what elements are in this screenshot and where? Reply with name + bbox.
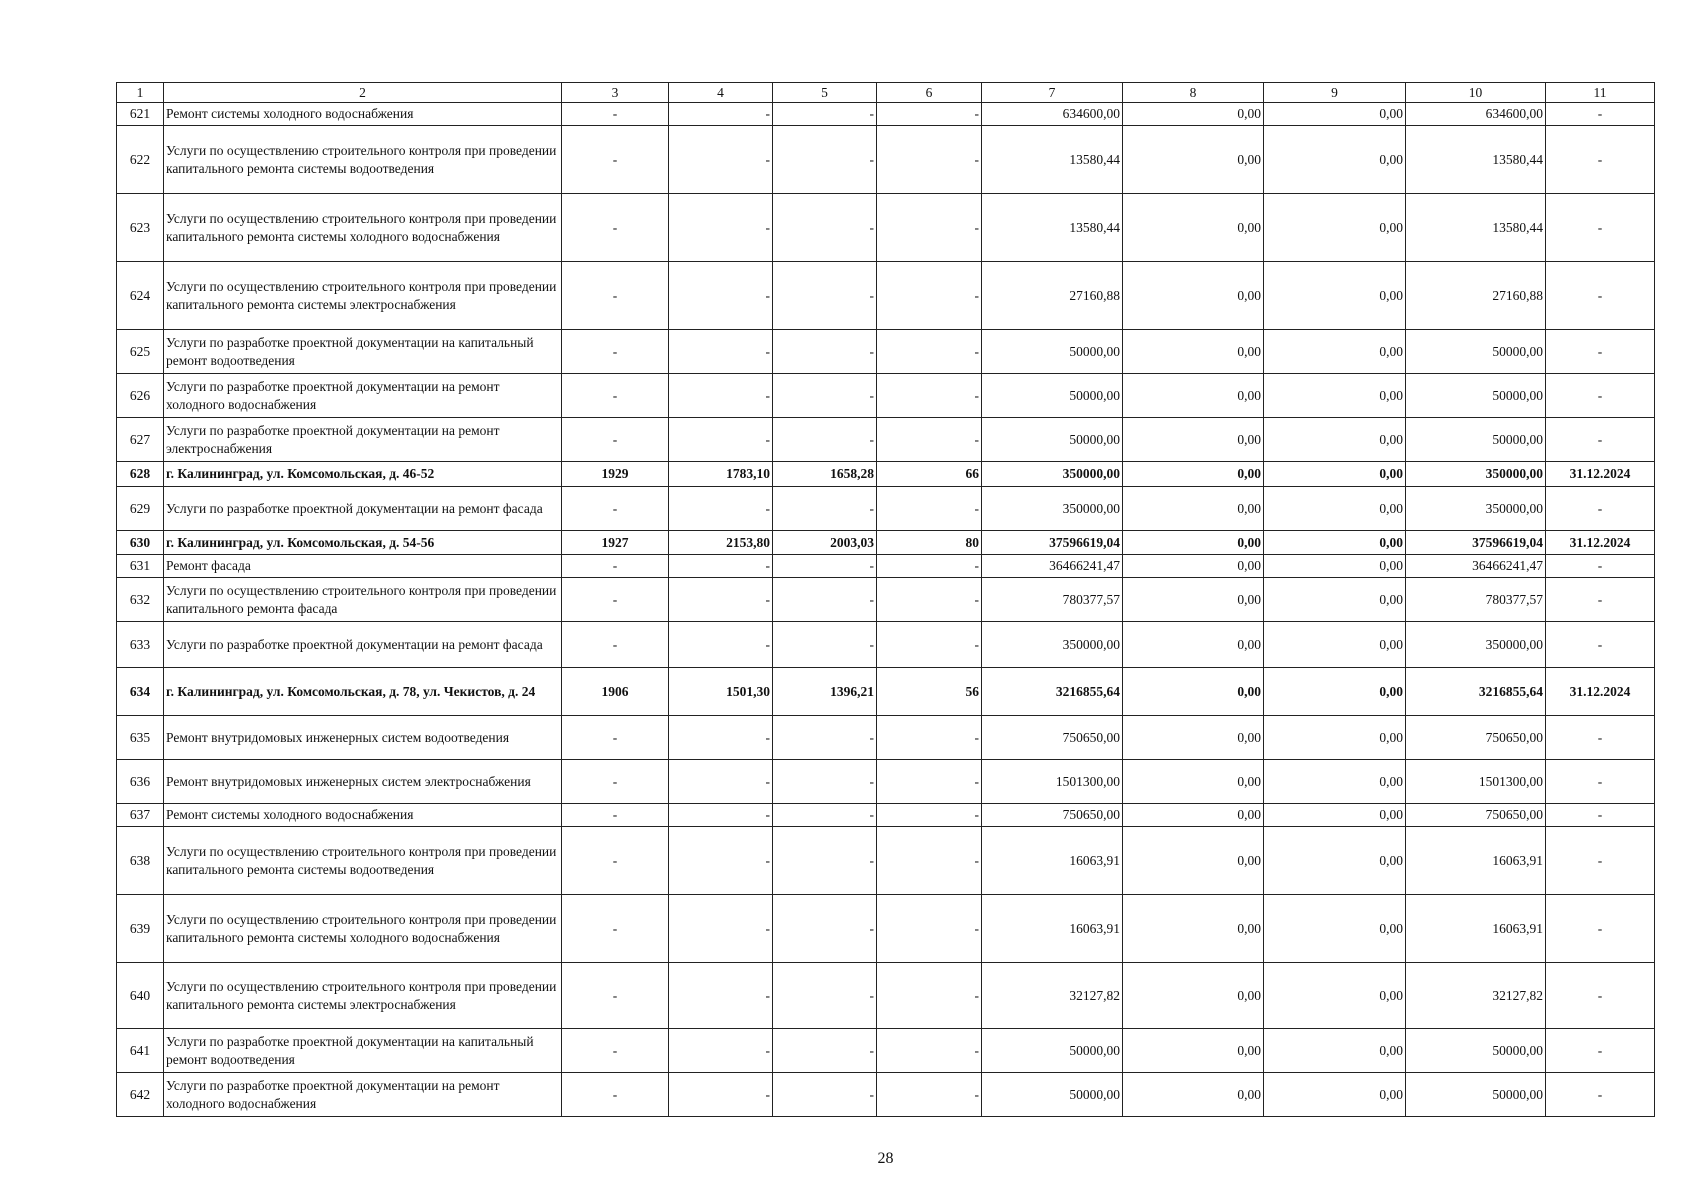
col10-cell: 750650,00: [1406, 716, 1546, 760]
col4-cell: -: [669, 374, 773, 418]
col7-cell: 37596619,04: [982, 531, 1123, 555]
date-cell: 31.12.2024: [1546, 462, 1655, 487]
row-number-cell: 626: [117, 374, 164, 418]
col10-cell: 350000,00: [1406, 487, 1546, 531]
row-number-cell: 622: [117, 126, 164, 194]
col7-cell: 750650,00: [982, 716, 1123, 760]
col6-cell: -: [877, 103, 982, 126]
col8-cell: 0,00: [1123, 374, 1264, 418]
col10-cell: 50000,00: [1406, 374, 1546, 418]
col7-cell: 36466241,47: [982, 555, 1123, 578]
col9-cell: 0,00: [1264, 895, 1406, 963]
description-cell: г. Калининград, ул. Комсомольская, д. 54-56: [164, 531, 562, 555]
col3-cell: -: [562, 194, 669, 262]
row-number-cell: 623: [117, 194, 164, 262]
col7-cell: 50000,00: [982, 330, 1123, 374]
col4-cell: -: [669, 418, 773, 462]
row-number-cell: 634: [117, 668, 164, 716]
column-header: 8: [1123, 83, 1264, 103]
col7-cell: 27160,88: [982, 262, 1123, 330]
col10-cell: 50000,00: [1406, 1029, 1546, 1073]
date-cell: -: [1546, 487, 1655, 531]
description-cell: Услуги по разработке проектной документации на капитальный ремонт водоотведения: [164, 330, 562, 374]
date-cell: -: [1546, 555, 1655, 578]
col8-cell: 0,00: [1123, 827, 1264, 895]
address-row: [117, 462, 1655, 487]
col9-cell: 0,00: [1264, 531, 1406, 555]
col10-cell: 37596619,04: [1406, 531, 1546, 555]
column-header: 5: [773, 83, 877, 103]
col5-cell: -: [773, 760, 877, 804]
col5-cell: -: [773, 126, 877, 194]
col8-cell: 0,00: [1123, 103, 1264, 126]
col3-cell: 1906: [562, 668, 669, 716]
col8-cell: 0,00: [1123, 194, 1264, 262]
date-cell: -: [1546, 578, 1655, 622]
col8-cell: 0,00: [1123, 895, 1264, 963]
col8-cell: 0,00: [1123, 668, 1264, 716]
col4-cell: -: [669, 895, 773, 963]
col8-cell: 0,00: [1123, 462, 1264, 487]
col7-cell: 32127,82: [982, 963, 1123, 1029]
col5-cell: -: [773, 1073, 877, 1117]
col10-cell: 780377,57: [1406, 578, 1546, 622]
table-row: [117, 963, 1655, 1029]
col6-cell: -: [877, 330, 982, 374]
col9-cell: 0,00: [1264, 330, 1406, 374]
table-row: [117, 716, 1655, 760]
table-row: [117, 760, 1655, 804]
col6-cell: -: [877, 126, 982, 194]
col7-cell: 16063,91: [982, 827, 1123, 895]
date-cell: -: [1546, 103, 1655, 126]
col6-cell: -: [877, 262, 982, 330]
budget-table: [116, 82, 1655, 1117]
col3-cell: -: [562, 895, 669, 963]
col7-cell: 750650,00: [982, 804, 1123, 827]
col5-cell: -: [773, 622, 877, 668]
col9-cell: 0,00: [1264, 1073, 1406, 1117]
col10-cell: 750650,00: [1406, 804, 1546, 827]
col3-cell: -: [562, 103, 669, 126]
table-row: [117, 578, 1655, 622]
description-cell: Услуги по осуществлению строительного контроля при проведении капитального ремонта системы холодного водоснабжения: [164, 194, 562, 262]
col4-cell: -: [669, 103, 773, 126]
col8-cell: 0,00: [1123, 126, 1264, 194]
column-header: 1: [117, 83, 164, 103]
col10-cell: 36466241,47: [1406, 555, 1546, 578]
col6-cell: -: [877, 555, 982, 578]
col4-cell: -: [669, 716, 773, 760]
col8-cell: 0,00: [1123, 578, 1264, 622]
col7-cell: 50000,00: [982, 1073, 1123, 1117]
col8-cell: 0,00: [1123, 555, 1264, 578]
col4-cell: -: [669, 622, 773, 668]
col6-cell: 80: [877, 531, 982, 555]
row-number-cell: 631: [117, 555, 164, 578]
col3-cell: 1927: [562, 531, 669, 555]
col9-cell: 0,00: [1264, 194, 1406, 262]
col10-cell: 350000,00: [1406, 622, 1546, 668]
col7-cell: 350000,00: [982, 487, 1123, 531]
row-number-cell: 637: [117, 804, 164, 827]
column-header: 10: [1406, 83, 1546, 103]
col8-cell: 0,00: [1123, 418, 1264, 462]
col7-cell: 780377,57: [982, 578, 1123, 622]
row-number-cell: 640: [117, 963, 164, 1029]
address-row: [117, 668, 1655, 716]
col9-cell: 0,00: [1264, 103, 1406, 126]
column-header: 3: [562, 83, 669, 103]
col5-cell: -: [773, 330, 877, 374]
row-number-cell: 633: [117, 622, 164, 668]
col6-cell: -: [877, 194, 982, 262]
col5-cell: -: [773, 716, 877, 760]
col4-cell: -: [669, 555, 773, 578]
col4-cell: 2153,80: [669, 531, 773, 555]
col4-cell: 1501,30: [669, 668, 773, 716]
col10-cell: 350000,00: [1406, 462, 1546, 487]
col4-cell: -: [669, 827, 773, 895]
col3-cell: -: [562, 1073, 669, 1117]
date-cell: -: [1546, 804, 1655, 827]
col7-cell: 50000,00: [982, 1029, 1123, 1073]
row-number-cell: 641: [117, 1029, 164, 1073]
col3-cell: -: [562, 578, 669, 622]
row-number-cell: 621: [117, 103, 164, 126]
col4-cell: -: [669, 262, 773, 330]
column-header: 6: [877, 83, 982, 103]
col5-cell: -: [773, 895, 877, 963]
col6-cell: -: [877, 827, 982, 895]
col7-cell: 16063,91: [982, 895, 1123, 963]
col4-cell: -: [669, 126, 773, 194]
description-cell: г. Калининград, ул. Комсомольская, д. 78, ул. Чекистов, д. 24: [164, 668, 562, 716]
col10-cell: 634600,00: [1406, 103, 1546, 126]
header-row: [117, 83, 1655, 103]
col10-cell: 1501300,00: [1406, 760, 1546, 804]
col3-cell: -: [562, 330, 669, 374]
row-number-cell: 628: [117, 462, 164, 487]
description-cell: Услуги по осуществлению строительного контроля при проведении капитального ремонта системы электроснабжения: [164, 963, 562, 1029]
column-header: 11: [1546, 83, 1655, 103]
col3-cell: -: [562, 622, 669, 668]
col6-cell: -: [877, 963, 982, 1029]
col7-cell: 3216855,64: [982, 668, 1123, 716]
date-cell: -: [1546, 126, 1655, 194]
date-cell: -: [1546, 963, 1655, 1029]
col5-cell: -: [773, 827, 877, 895]
col9-cell: 0,00: [1264, 622, 1406, 668]
col6-cell: -: [877, 418, 982, 462]
table-row: [117, 827, 1655, 895]
col7-cell: 634600,00: [982, 103, 1123, 126]
col9-cell: 0,00: [1264, 804, 1406, 827]
col4-cell: -: [669, 194, 773, 262]
col5-cell: -: [773, 374, 877, 418]
col9-cell: 0,00: [1264, 578, 1406, 622]
col10-cell: 50000,00: [1406, 1073, 1546, 1117]
col3-cell: -: [562, 126, 669, 194]
col3-cell: -: [562, 1029, 669, 1073]
col9-cell: 0,00: [1264, 963, 1406, 1029]
col5-cell: -: [773, 555, 877, 578]
col6-cell: -: [877, 578, 982, 622]
col10-cell: 50000,00: [1406, 330, 1546, 374]
col10-cell: 27160,88: [1406, 262, 1546, 330]
row-number-cell: 636: [117, 760, 164, 804]
col3-cell: -: [562, 374, 669, 418]
col3-cell: -: [562, 827, 669, 895]
table-row: [117, 418, 1655, 462]
col8-cell: 0,00: [1123, 963, 1264, 1029]
col4-cell: -: [669, 487, 773, 531]
col9-cell: 0,00: [1264, 716, 1406, 760]
description-cell: г. Калининград, ул. Комсомольская, д. 46-52: [164, 462, 562, 487]
col7-cell: 1501300,00: [982, 760, 1123, 804]
col5-cell: 1396,21: [773, 668, 877, 716]
date-cell: -: [1546, 827, 1655, 895]
col6-cell: -: [877, 487, 982, 531]
date-cell: 31.12.2024: [1546, 668, 1655, 716]
table-row: [117, 555, 1655, 578]
description-cell: Услуги по осуществлению строительного контроля при проведении капитального ремонта системы водоотведения: [164, 827, 562, 895]
table-row: [117, 330, 1655, 374]
date-cell: -: [1546, 374, 1655, 418]
description-cell: Услуги по разработке проектной документации на ремонт фасада: [164, 622, 562, 668]
col9-cell: 0,00: [1264, 668, 1406, 716]
col9-cell: 0,00: [1264, 126, 1406, 194]
description-cell: Услуги по разработке проектной документации на ремонт электроснабжения: [164, 418, 562, 462]
address-row: [117, 531, 1655, 555]
col5-cell: -: [773, 963, 877, 1029]
table-row: [117, 194, 1655, 262]
date-cell: -: [1546, 1073, 1655, 1117]
table-row: [117, 103, 1655, 126]
col3-cell: -: [562, 555, 669, 578]
description-cell: Услуги по осуществлению строительного контроля при проведении капитального ремонта системы водоотведения: [164, 126, 562, 194]
description-cell: Услуги по разработке проектной документации на ремонт холодного водоснабжения: [164, 1073, 562, 1117]
date-cell: -: [1546, 1029, 1655, 1073]
table-body: [117, 83, 1655, 1117]
column-header: 9: [1264, 83, 1406, 103]
col8-cell: 0,00: [1123, 330, 1264, 374]
date-cell: -: [1546, 622, 1655, 668]
col3-cell: -: [562, 804, 669, 827]
col6-cell: -: [877, 760, 982, 804]
table-row: [117, 487, 1655, 531]
col10-cell: 50000,00: [1406, 418, 1546, 462]
col4-cell: -: [669, 330, 773, 374]
col8-cell: 0,00: [1123, 804, 1264, 827]
col8-cell: 0,00: [1123, 622, 1264, 668]
col8-cell: 0,00: [1123, 1029, 1264, 1073]
col3-cell: -: [562, 963, 669, 1029]
col10-cell: 16063,91: [1406, 827, 1546, 895]
row-number-cell: 638: [117, 827, 164, 895]
date-cell: -: [1546, 760, 1655, 804]
col3-cell: -: [562, 418, 669, 462]
col9-cell: 0,00: [1264, 760, 1406, 804]
col7-cell: 350000,00: [982, 462, 1123, 487]
description-cell: Услуги по разработке проектной документации на капитальный ремонт водоотведения: [164, 1029, 562, 1073]
page-number: 28: [877, 1150, 894, 1167]
description-cell: Ремонт системы холодного водоснабжения: [164, 103, 562, 126]
col8-cell: 0,00: [1123, 760, 1264, 804]
row-number-cell: 629: [117, 487, 164, 531]
col10-cell: 32127,82: [1406, 963, 1546, 1029]
col6-cell: -: [877, 1073, 982, 1117]
table-row: [117, 804, 1655, 827]
col8-cell: 0,00: [1123, 1073, 1264, 1117]
col6-cell: -: [877, 895, 982, 963]
col5-cell: 2003,03: [773, 531, 877, 555]
col10-cell: 3216855,64: [1406, 668, 1546, 716]
description-cell: Услуги по осуществлению строительного контроля при проведении капитального ремонта системы электроснабжения: [164, 262, 562, 330]
row-number-cell: 642: [117, 1073, 164, 1117]
col3-cell: -: [562, 262, 669, 330]
col10-cell: 13580,44: [1406, 126, 1546, 194]
col6-cell: -: [877, 804, 982, 827]
row-number-cell: 639: [117, 895, 164, 963]
col5-cell: -: [773, 194, 877, 262]
table-row: [117, 126, 1655, 194]
date-cell: -: [1546, 418, 1655, 462]
col7-cell: 13580,44: [982, 194, 1123, 262]
col9-cell: 0,00: [1264, 374, 1406, 418]
col9-cell: 0,00: [1264, 827, 1406, 895]
col4-cell: -: [669, 963, 773, 1029]
col5-cell: -: [773, 1029, 877, 1073]
table-row: [117, 262, 1655, 330]
date-cell: 31.12.2024: [1546, 531, 1655, 555]
col4-cell: -: [669, 804, 773, 827]
description-cell: Услуги по осуществлению строительного контроля при проведении капитального ремонта системы холодного водоснабжения: [164, 895, 562, 963]
column-header: 4: [669, 83, 773, 103]
col6-cell: -: [877, 716, 982, 760]
col7-cell: 50000,00: [982, 418, 1123, 462]
table-row: [117, 1073, 1655, 1117]
col9-cell: 0,00: [1264, 418, 1406, 462]
col6-cell: -: [877, 622, 982, 668]
description-cell: Ремонт внутридомовых инженерных систем электроснабжения: [164, 760, 562, 804]
col5-cell: -: [773, 103, 877, 126]
column-header: 7: [982, 83, 1123, 103]
col4-cell: 1783,10: [669, 462, 773, 487]
row-number-cell: 625: [117, 330, 164, 374]
date-cell: -: [1546, 262, 1655, 330]
col3-cell: -: [562, 487, 669, 531]
col9-cell: 0,00: [1264, 555, 1406, 578]
col9-cell: 0,00: [1264, 262, 1406, 330]
table-row: [117, 374, 1655, 418]
col5-cell: -: [773, 487, 877, 531]
date-cell: -: [1546, 330, 1655, 374]
row-number-cell: 627: [117, 418, 164, 462]
col8-cell: 0,00: [1123, 487, 1264, 531]
description-cell: Услуги по разработке проектной документации на ремонт фасада: [164, 487, 562, 531]
description-cell: Ремонт фасада: [164, 555, 562, 578]
col6-cell: -: [877, 1029, 982, 1073]
col9-cell: 0,00: [1264, 1029, 1406, 1073]
col3-cell: -: [562, 760, 669, 804]
table-row: [117, 895, 1655, 963]
col7-cell: 13580,44: [982, 126, 1123, 194]
col6-cell: 56: [877, 668, 982, 716]
col5-cell: 1658,28: [773, 462, 877, 487]
col5-cell: -: [773, 804, 877, 827]
table-row: [117, 622, 1655, 668]
col6-cell: -: [877, 374, 982, 418]
col5-cell: -: [773, 262, 877, 330]
col5-cell: -: [773, 578, 877, 622]
col5-cell: -: [773, 418, 877, 462]
row-number-cell: 624: [117, 262, 164, 330]
col6-cell: 66: [877, 462, 982, 487]
row-number-cell: 630: [117, 531, 164, 555]
description-cell: Услуги по осуществлению строительного контроля при проведении капитального ремонта фасада: [164, 578, 562, 622]
col7-cell: 50000,00: [982, 374, 1123, 418]
date-cell: -: [1546, 716, 1655, 760]
description-cell: Ремонт внутридомовых инженерных систем водоотведения: [164, 716, 562, 760]
description-cell: Ремонт системы холодного водоснабжения: [164, 804, 562, 827]
date-cell: -: [1546, 895, 1655, 963]
date-cell: -: [1546, 194, 1655, 262]
col9-cell: 0,00: [1264, 462, 1406, 487]
col4-cell: -: [669, 1029, 773, 1073]
description-cell: Услуги по разработке проектной документации на ремонт холодного водоснабжения: [164, 374, 562, 418]
column-header: 2: [164, 83, 562, 103]
col9-cell: 0,00: [1264, 487, 1406, 531]
col4-cell: -: [669, 1073, 773, 1117]
col4-cell: -: [669, 578, 773, 622]
col3-cell: 1929: [562, 462, 669, 487]
col8-cell: 0,00: [1123, 716, 1264, 760]
row-number-cell: 635: [117, 716, 164, 760]
col8-cell: 0,00: [1123, 531, 1264, 555]
col10-cell: 16063,91: [1406, 895, 1546, 963]
col4-cell: -: [669, 760, 773, 804]
col10-cell: 13580,44: [1406, 194, 1546, 262]
col7-cell: 350000,00: [982, 622, 1123, 668]
table-row: [117, 1029, 1655, 1073]
row-number-cell: 632: [117, 578, 164, 622]
col8-cell: 0,00: [1123, 262, 1264, 330]
col3-cell: -: [562, 716, 669, 760]
